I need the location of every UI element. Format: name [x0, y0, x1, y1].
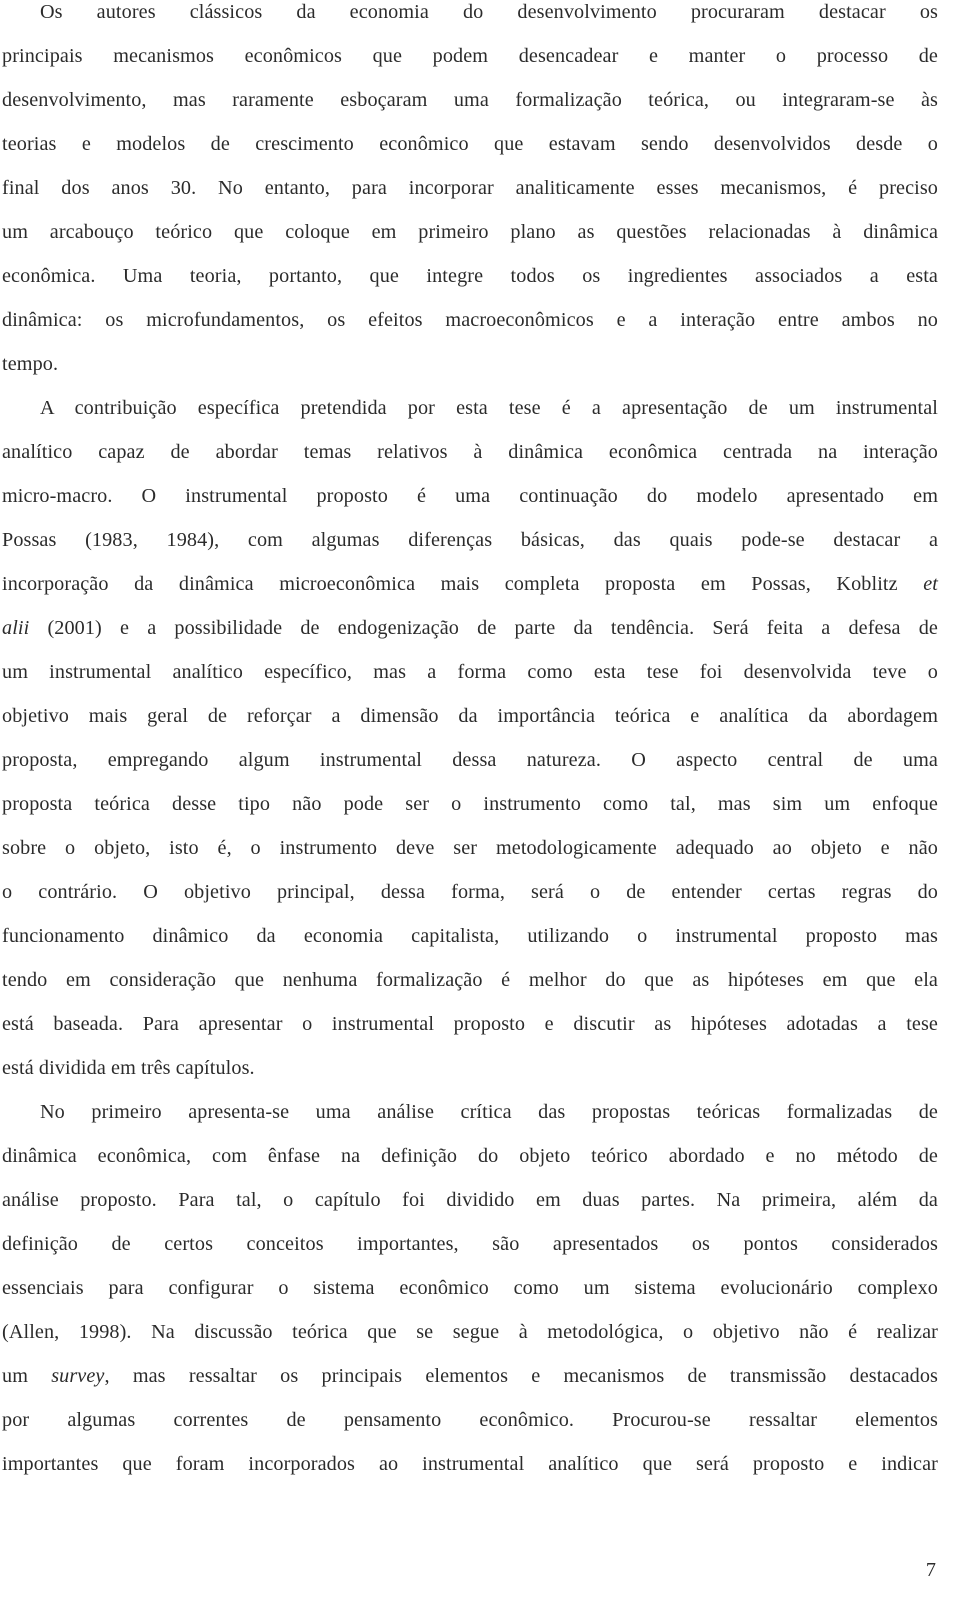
text-line: análise proposto. Para tal, o capítulo foi dividido em duas partes. Na primeira, além da: [2, 1189, 938, 1211]
text-line: [2, 614, 938, 642]
text-line: proposta teórica desse tipo não pode ser o instrumento como tal, mas sim um enfoque: [2, 793, 938, 815]
text-line: tempo.: [2, 353, 59, 375]
text-line: Os autores clássicos da economia do desenvolvimento procuraram destacar os: [40, 1, 938, 23]
italic-text: et: [923, 573, 938, 595]
text-line: A contribuição específica pretendida por esta tese é a apresentação de um instrumental: [40, 397, 938, 419]
italic-text: alii: [2, 617, 30, 639]
text-segment: , mas ressaltar os principais elementos e mecanismos de transmissão destacados: [104, 1365, 938, 1387]
text-line: Possas (1983, 1984), com algumas diferenças básicas, das quais pode-se destacar a: [2, 529, 938, 551]
text-segment: incorporação da dinâmica microeconômica mais completa proposta em Possas, Koblitz: [2, 573, 924, 595]
text-line: sobre o objeto, isto é, o instrumento deve ser metodologicamente adequado ao objeto e não: [2, 837, 938, 859]
text-line: por algumas correntes de pensamento econômico. Procurou-se ressaltar elementos: [2, 1409, 938, 1431]
text-segment: (2001) e a possibilidade de endogenização de parte da tendência. Será feita a defesa de: [29, 617, 938, 639]
italic-text: survey: [51, 1365, 105, 1387]
page-number: 7: [925, 1559, 936, 1581]
text-line: tendo em consideração que nenhuma formalização é melhor do que as hipóteses em que ela: [2, 969, 938, 991]
text-line: dinâmica: os microfundamentos, os efeitos macroeconômicos e a interação entre ambos no: [2, 309, 938, 331]
text-line: importantes que foram incorporados ao instrumental analítico que será proposto e indicar: [2, 1453, 938, 1475]
text-line: funcionamento dinâmico da economia capitalista, utilizando o instrumental proposto mas: [2, 925, 938, 947]
text-line: micro-macro. O instrumental proposto é uma continuação do modelo apresentado em: [2, 485, 938, 507]
text-line: principais mecanismos econômicos que podem desencadear e manter o processo de: [2, 45, 938, 67]
text-line: econômica. Uma teoria, portanto, que integre todos os ingredientes associados a esta: [2, 265, 938, 287]
text-segment: um: [2, 1365, 52, 1387]
text-line: objetivo mais geral de reforçar a dimensão da importância teórica e analítica da abordagem: [2, 705, 938, 727]
text-line: está baseada. Para apresentar o instrumental proposto e discutir as hipóteses adotadas a tese: [2, 1013, 938, 1035]
text-line: definição de certos conceitos importantes, são apresentados os pontos considerados: [2, 1233, 938, 1255]
text-line: um instrumental analítico específico, mas a forma como esta tese foi desenvolvida teve o: [2, 661, 938, 683]
text-line: [2, 1362, 938, 1390]
text-line: um arcabouço teórico que coloque em primeiro plano as questões relacionadas à dinâmica: [2, 221, 938, 243]
text-line: dinâmica econômica, com ênfase na definição do objeto teórico abordado e no método de: [2, 1145, 938, 1167]
text-line: final dos anos 30. No entanto, para incorporar analiticamente esses mecanismos, é preciso: [2, 177, 938, 199]
text-line: essenciais para configurar o sistema econômico como um sistema evolucionário complexo: [2, 1277, 938, 1299]
text-line: (Allen, 1998). Na discussão teórica que se segue à metodológica, o objetivo não é realizar: [2, 1321, 938, 1343]
text-line: analítico capaz de abordar temas relativos à dinâmica econômica centrada na interação: [2, 441, 938, 463]
text-line: No primeiro apresenta-se uma análise crítica das propostas teóricas formalizadas de: [40, 1101, 938, 1123]
text-line: [2, 570, 938, 598]
text-line: desenvolvimento, mas raramente esboçaram uma formalização teórica, ou integraram-se às: [2, 89, 938, 111]
text-line: está dividida em três capítulos.: [2, 1057, 255, 1079]
text-line: o contrário. O objetivo principal, dessa forma, será o de entender certas regras do: [2, 881, 938, 903]
text-line: teorias e modelos de crescimento econômico que estavam sendo desenvolvidos desde o: [2, 133, 938, 155]
text-line: proposta, empregando algum instrumental dessa natureza. O aspecto central de uma: [2, 749, 938, 771]
